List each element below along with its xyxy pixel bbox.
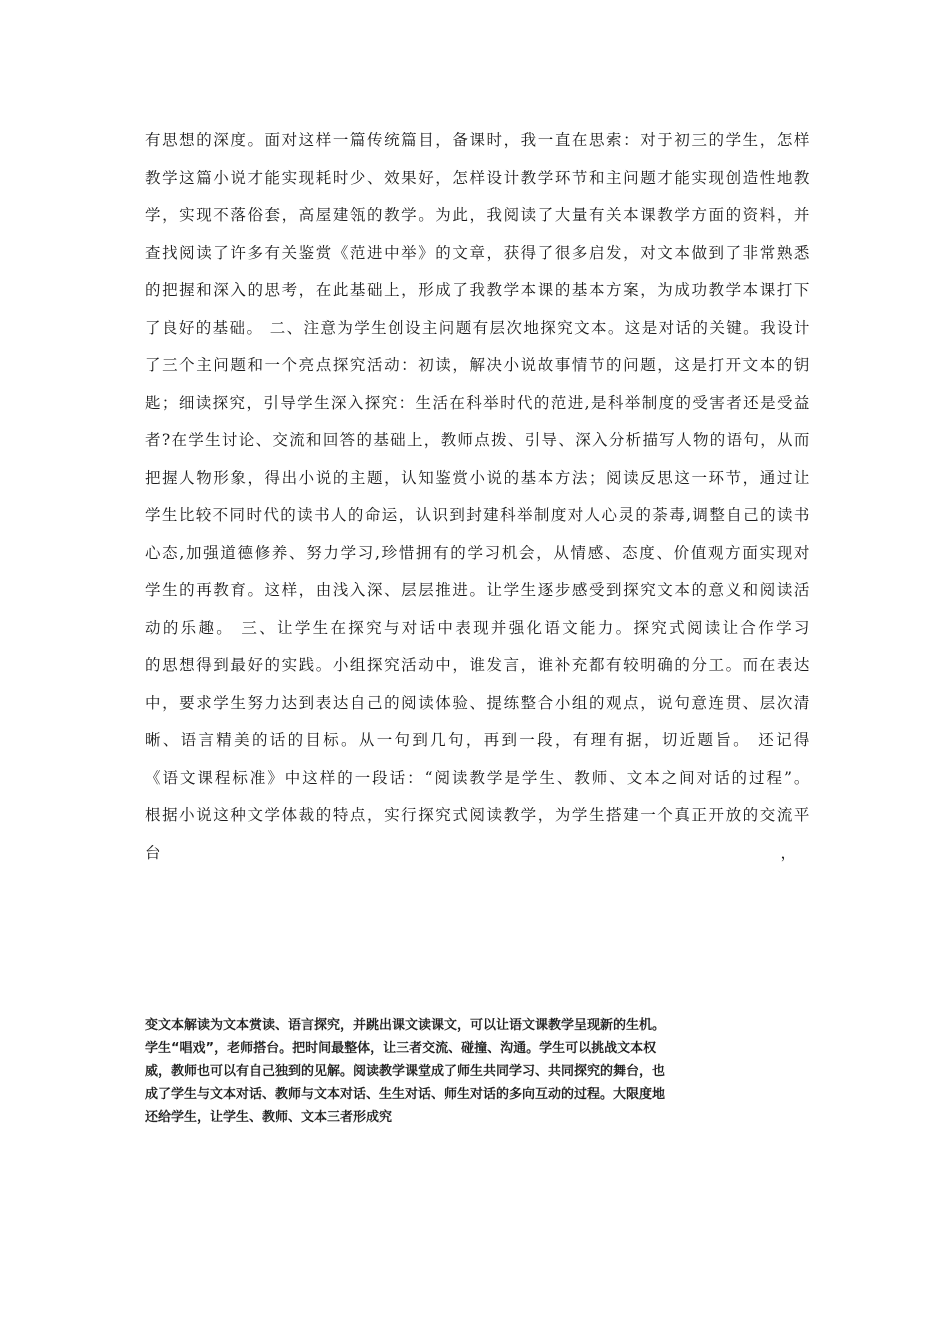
paragraph-last-line: [145, 835, 810, 873]
paragraph-line: 查找阅读了许多有关鉴赏《范进中举》的文章，获得了很多启发，对文本做到了非常熟悉: [145, 243, 810, 262]
paragraph-line: 学，实现不落俗套，高屋建瓴的教学。为此，我阅读了大量有关本课教学方面的资料，并: [145, 206, 810, 224]
paragraph-line: 动的乐趣。 三、让学生在探究与对话中表现并强化语文能力。探究式阅读让合作学习: [145, 618, 810, 637]
paragraph-line: 根据小说这种文学体裁的特点，实行探究式阅读教学，为学生搭建一个真正开放的交流平: [145, 806, 810, 824]
last-line-comma: ，: [780, 843, 796, 862]
paragraph-line: 学生比较不同时代的读书人的命运，认识到封建科举制度对人心灵的荼毒,调整自己的读书: [145, 506, 810, 524]
inserted-text-block: [145, 1014, 745, 1129]
paragraph-line: 晰、语言精美的话的目标。从一句到几句，再到一段，有理有据，切近题旨。 还记得: [145, 731, 810, 749]
paragraph-line: 有思想的深度。面对这样一篇传统篇目，备课时，我一直在思索：对于初三的学生，怎样: [145, 131, 810, 149]
block-line: 威，教师也可以有自己独到的见解。阅读教学课堂成了师生共同学习、共同探究的舞台，也: [145, 1064, 666, 1079]
paragraph-line: 心态,加强道德修养、努力学习,珍惜拥有的学习机会，从情感、态度、价值观方面实现对: [145, 543, 810, 562]
paragraph-line: 教学这篇小说才能实现耗时少、效果好，怎样设计教学环节和主问题才能实现创造性地教: [145, 168, 810, 187]
block-line: 还给学生，让学生、教师、文本三者形成究: [145, 1110, 393, 1125]
block-line: 成了学生与文本对话、教师与文本对话、生生对话、师生对话的多向互动的过程。大限度地: [145, 1087, 666, 1102]
main-paragraph: [145, 122, 810, 872]
paragraph-line: 了三个主问题和一个亮点探究活动：初读，解决小说故事情节的问题，这是打开文本的钥: [145, 356, 810, 374]
paragraph-line: 了良好的基础。 二、注意为学生创设主问题有层次地探究文本。这是对话的关键。我设计: [145, 318, 810, 337]
paragraph-line: 者?在学生讨论、交流和回答的基础上，教师点拨、引导、深入分析描写人物的语句，从而: [145, 431, 810, 449]
paragraph-line: 中，要求学生努力达到表达自己的阅读体验、提练整合小组的观点，说句意连贯、层次清: [145, 693, 810, 712]
block-line: 学生“唱戏”，老师搭台。把时间最整体，让三者交流、碰撞、沟通。学生可以挑战文本权: [145, 1041, 657, 1056]
last-line-text: 台: [145, 843, 161, 862]
paragraph-line: 把握人物形象，得出小说的主题，认知鉴赏小说的基本方法；阅读反思这一环节，通过让: [145, 468, 810, 487]
paragraph-line: 匙；细读探究，引导学生深入探究：生活在科举时代的范进,是科举制度的受害者还是受益: [145, 393, 810, 412]
paragraph-line: 《语文课程标准》中这样的一段话：“阅读教学是学生、教师、文本之间对话的过程”。: [145, 768, 810, 787]
paragraph-line: 学生的再教育。这样，由浅入深、层层推进。让学生逐步感受到探究文本的意义和阅读活: [145, 581, 810, 599]
block-line: 变文本解读为文本赏读、语言探究，并跳出课文读课文，可以让语文课教学呈现新的生机。: [145, 1018, 666, 1033]
paragraph-line: 的把握和深入的思考，在此基础上，形成了我教学本课的基本方案，为成功教学本课打下: [145, 281, 810, 299]
paragraph-line: 的思想得到最好的实践。小组探究活动中，谁发言，谁补充都有较明确的分工。而在表达: [145, 656, 810, 674]
